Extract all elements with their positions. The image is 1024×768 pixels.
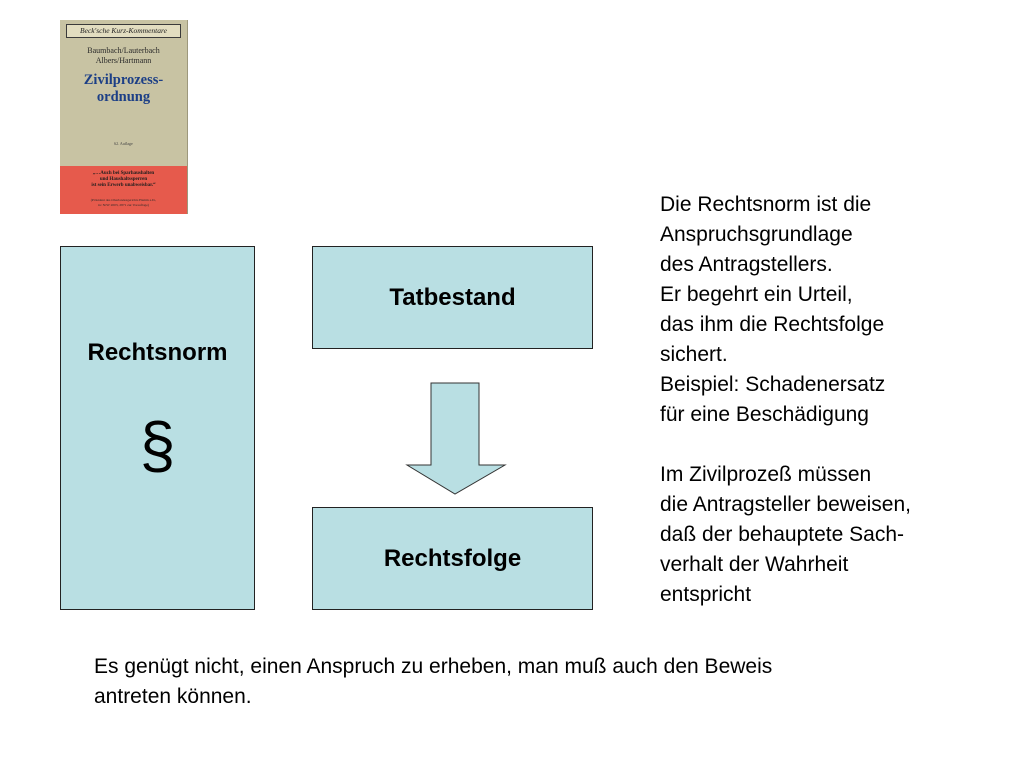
down-arrow-icon: [405, 382, 507, 496]
book-authors: [60, 46, 187, 66]
book-fineprint-line: (Präsident des Oberlandesgerichts Hamm a.D.,: [90, 198, 157, 202]
explanation-line: Die Rechtsnorm ist die: [660, 193, 872, 216]
conclusion-line: antreten können.: [94, 685, 252, 708]
conclusion-text: [94, 652, 974, 712]
book-fineprint: [62, 198, 185, 207]
explanation-line: des Antragstellers.: [660, 253, 833, 276]
book-author-line: Albers/Hartmann: [95, 56, 152, 65]
conclusion-line: Es genügt nicht, einen Anspruch zu erheben, man muß auch den Beweis: [94, 655, 773, 678]
tatbestand-label: Tatbestand: [389, 283, 516, 311]
explanation-line: daß der behauptete Sach-: [660, 523, 905, 546]
paragraph-spacer: [660, 430, 1010, 460]
book-quote-line: und Haushaltssperren: [99, 177, 148, 182]
explanation-line: Im Zivilprozeß müssen: [660, 463, 872, 486]
explanation-line: für eine Beschädigung: [660, 403, 869, 426]
rechtsnorm-label: Rechtsnorm: [87, 339, 228, 366]
explanation-line: Beispiel: Schadenersatz: [660, 373, 886, 396]
explanation-text: [660, 190, 1010, 610]
book-title-line: Zivilprozess-: [83, 72, 164, 88]
explanation-line: sichert.: [660, 343, 728, 366]
book-quote: [62, 171, 185, 189]
book-fineprint-line: in: NJW 2003, 2871 zur Vorauflage): [98, 202, 149, 207]
book-edition: 62. Auflage: [114, 141, 133, 146]
book-quote-line: „…Auch bei Sparhaushalten: [92, 171, 155, 176]
rechtsnorm-box: [60, 246, 255, 610]
book-author-line: Baumbach/Lauterbach: [87, 46, 160, 55]
section-sign-icon: §: [139, 409, 176, 481]
explanation-line: verhalt der Wahrheit: [660, 553, 849, 576]
explanation-line: die Antragsteller beweisen,: [660, 493, 911, 516]
tatbestand-box: [312, 246, 593, 349]
book-red-band: [60, 166, 187, 214]
explanation-line: das ihm die Rechtsfolge: [660, 313, 885, 336]
book-title: [60, 72, 187, 106]
explanation-line: Er begehrt ein Urteil,: [660, 283, 853, 306]
book-cover-image: [60, 20, 188, 214]
book-series-label: Beck'sche Kurz-Kommentare: [66, 24, 181, 38]
explanation-line: entspricht: [660, 583, 752, 606]
book-quote-line: ist sein Erwerb unabweisbar.“: [91, 183, 156, 188]
book-title-line: ordnung: [96, 89, 151, 105]
rechtsfolge-label: Rechtsfolge: [383, 544, 522, 572]
explanation-line: Anspruchsgrundlage: [660, 223, 853, 246]
rechtsfolge-box: [312, 507, 593, 610]
